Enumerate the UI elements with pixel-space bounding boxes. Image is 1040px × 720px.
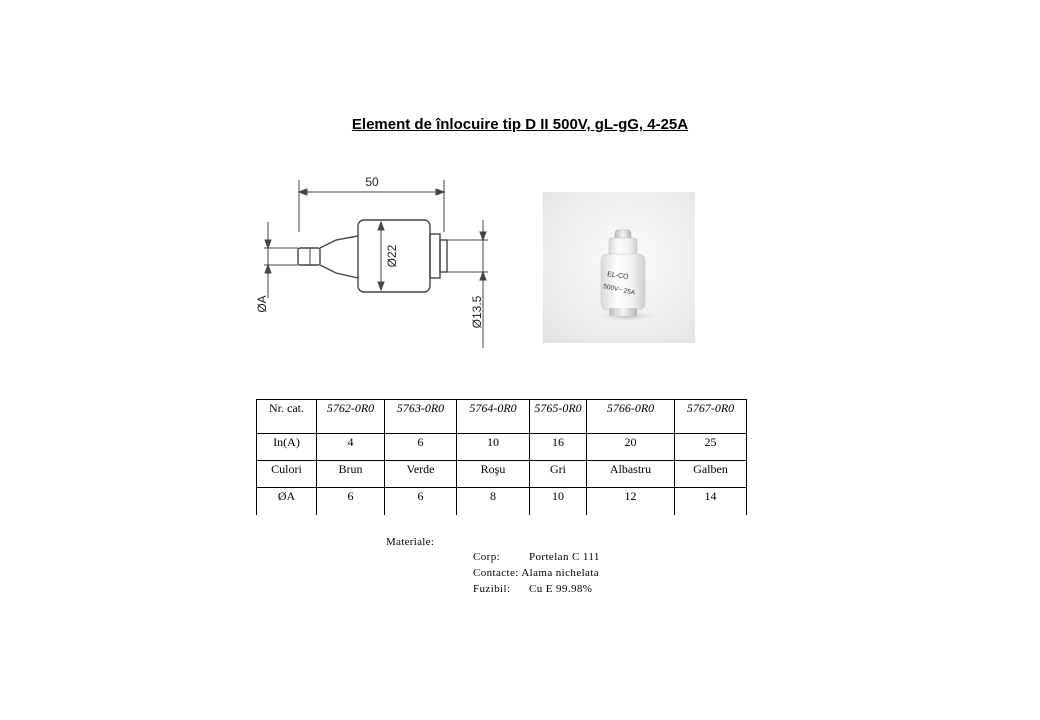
table-cell: 5763-0R0 [385, 400, 457, 434]
material-key: Fuzibil: [473, 583, 511, 595]
table-cell: 25 [675, 434, 747, 461]
material-key: Contacte: [473, 567, 519, 579]
row-header-colors: Culori [257, 461, 317, 488]
dim-length-label: 50 [365, 175, 379, 189]
table-cell: 16 [530, 434, 587, 461]
table-cell: Galben [675, 461, 747, 488]
table-cell: Gri [530, 461, 587, 488]
photo-label-rating: 500V~ 25A [602, 283, 636, 297]
table-cell: 10 [530, 488, 587, 515]
table-cell: 6 [317, 488, 385, 515]
row-header-diameter: ØA [257, 488, 317, 515]
table-row [257, 434, 747, 461]
dim-cap-diameter-label: Ø13.5 [470, 295, 484, 329]
table-cell: 5767-0R0 [675, 400, 747, 434]
table-cell: 12 [587, 488, 675, 515]
table-cell: 5765-0R0 [530, 400, 587, 434]
table-cell: 4 [317, 434, 385, 461]
table-cell: Albastru [587, 461, 675, 488]
material-row-fusible [473, 583, 592, 595]
table-cell: 8 [457, 488, 530, 515]
table-cell: 10 [457, 434, 530, 461]
table-row [257, 400, 747, 434]
material-value: Alama nichelata [521, 567, 600, 579]
page-title: Element de înlocuire tip D II 500V, gL-gG, 4-25A [351, 116, 689, 133]
materials-label: Materiale: [386, 536, 435, 548]
table-cell: 5764-0R0 [457, 400, 530, 434]
table-cell: Brun [317, 461, 385, 488]
row-header-catalog: Nr. cat. [257, 400, 317, 434]
table-row [257, 461, 747, 488]
table-row [257, 488, 747, 515]
fuse-illustration [543, 192, 695, 343]
dim-body-diameter-label: Ø22 [385, 244, 399, 268]
table-cell: 5762-0R0 [317, 400, 385, 434]
specification-table [256, 399, 747, 515]
material-value: Cu E 99.98% [529, 583, 593, 595]
material-key: Corp: [473, 551, 501, 563]
dim-a-label: ØA [255, 295, 269, 313]
table-cell: Roşu [457, 461, 530, 488]
table-cell: 20 [587, 434, 675, 461]
table-cell: 14 [675, 488, 747, 515]
row-header-current: In(A) [257, 434, 317, 461]
table-cell: Verde [385, 461, 457, 488]
table-cell: 6 [385, 434, 457, 461]
fuse-technical-drawing [250, 170, 500, 355]
material-row-contacts [473, 567, 599, 579]
table-cell: 6 [385, 488, 457, 515]
fuse-product-photo [543, 192, 695, 343]
material-value: Portelan C 111 [529, 551, 600, 563]
table-cell: 5766-0R0 [587, 400, 675, 434]
photo-label-brand: EL-CO [606, 271, 629, 281]
material-row-body [473, 551, 600, 563]
